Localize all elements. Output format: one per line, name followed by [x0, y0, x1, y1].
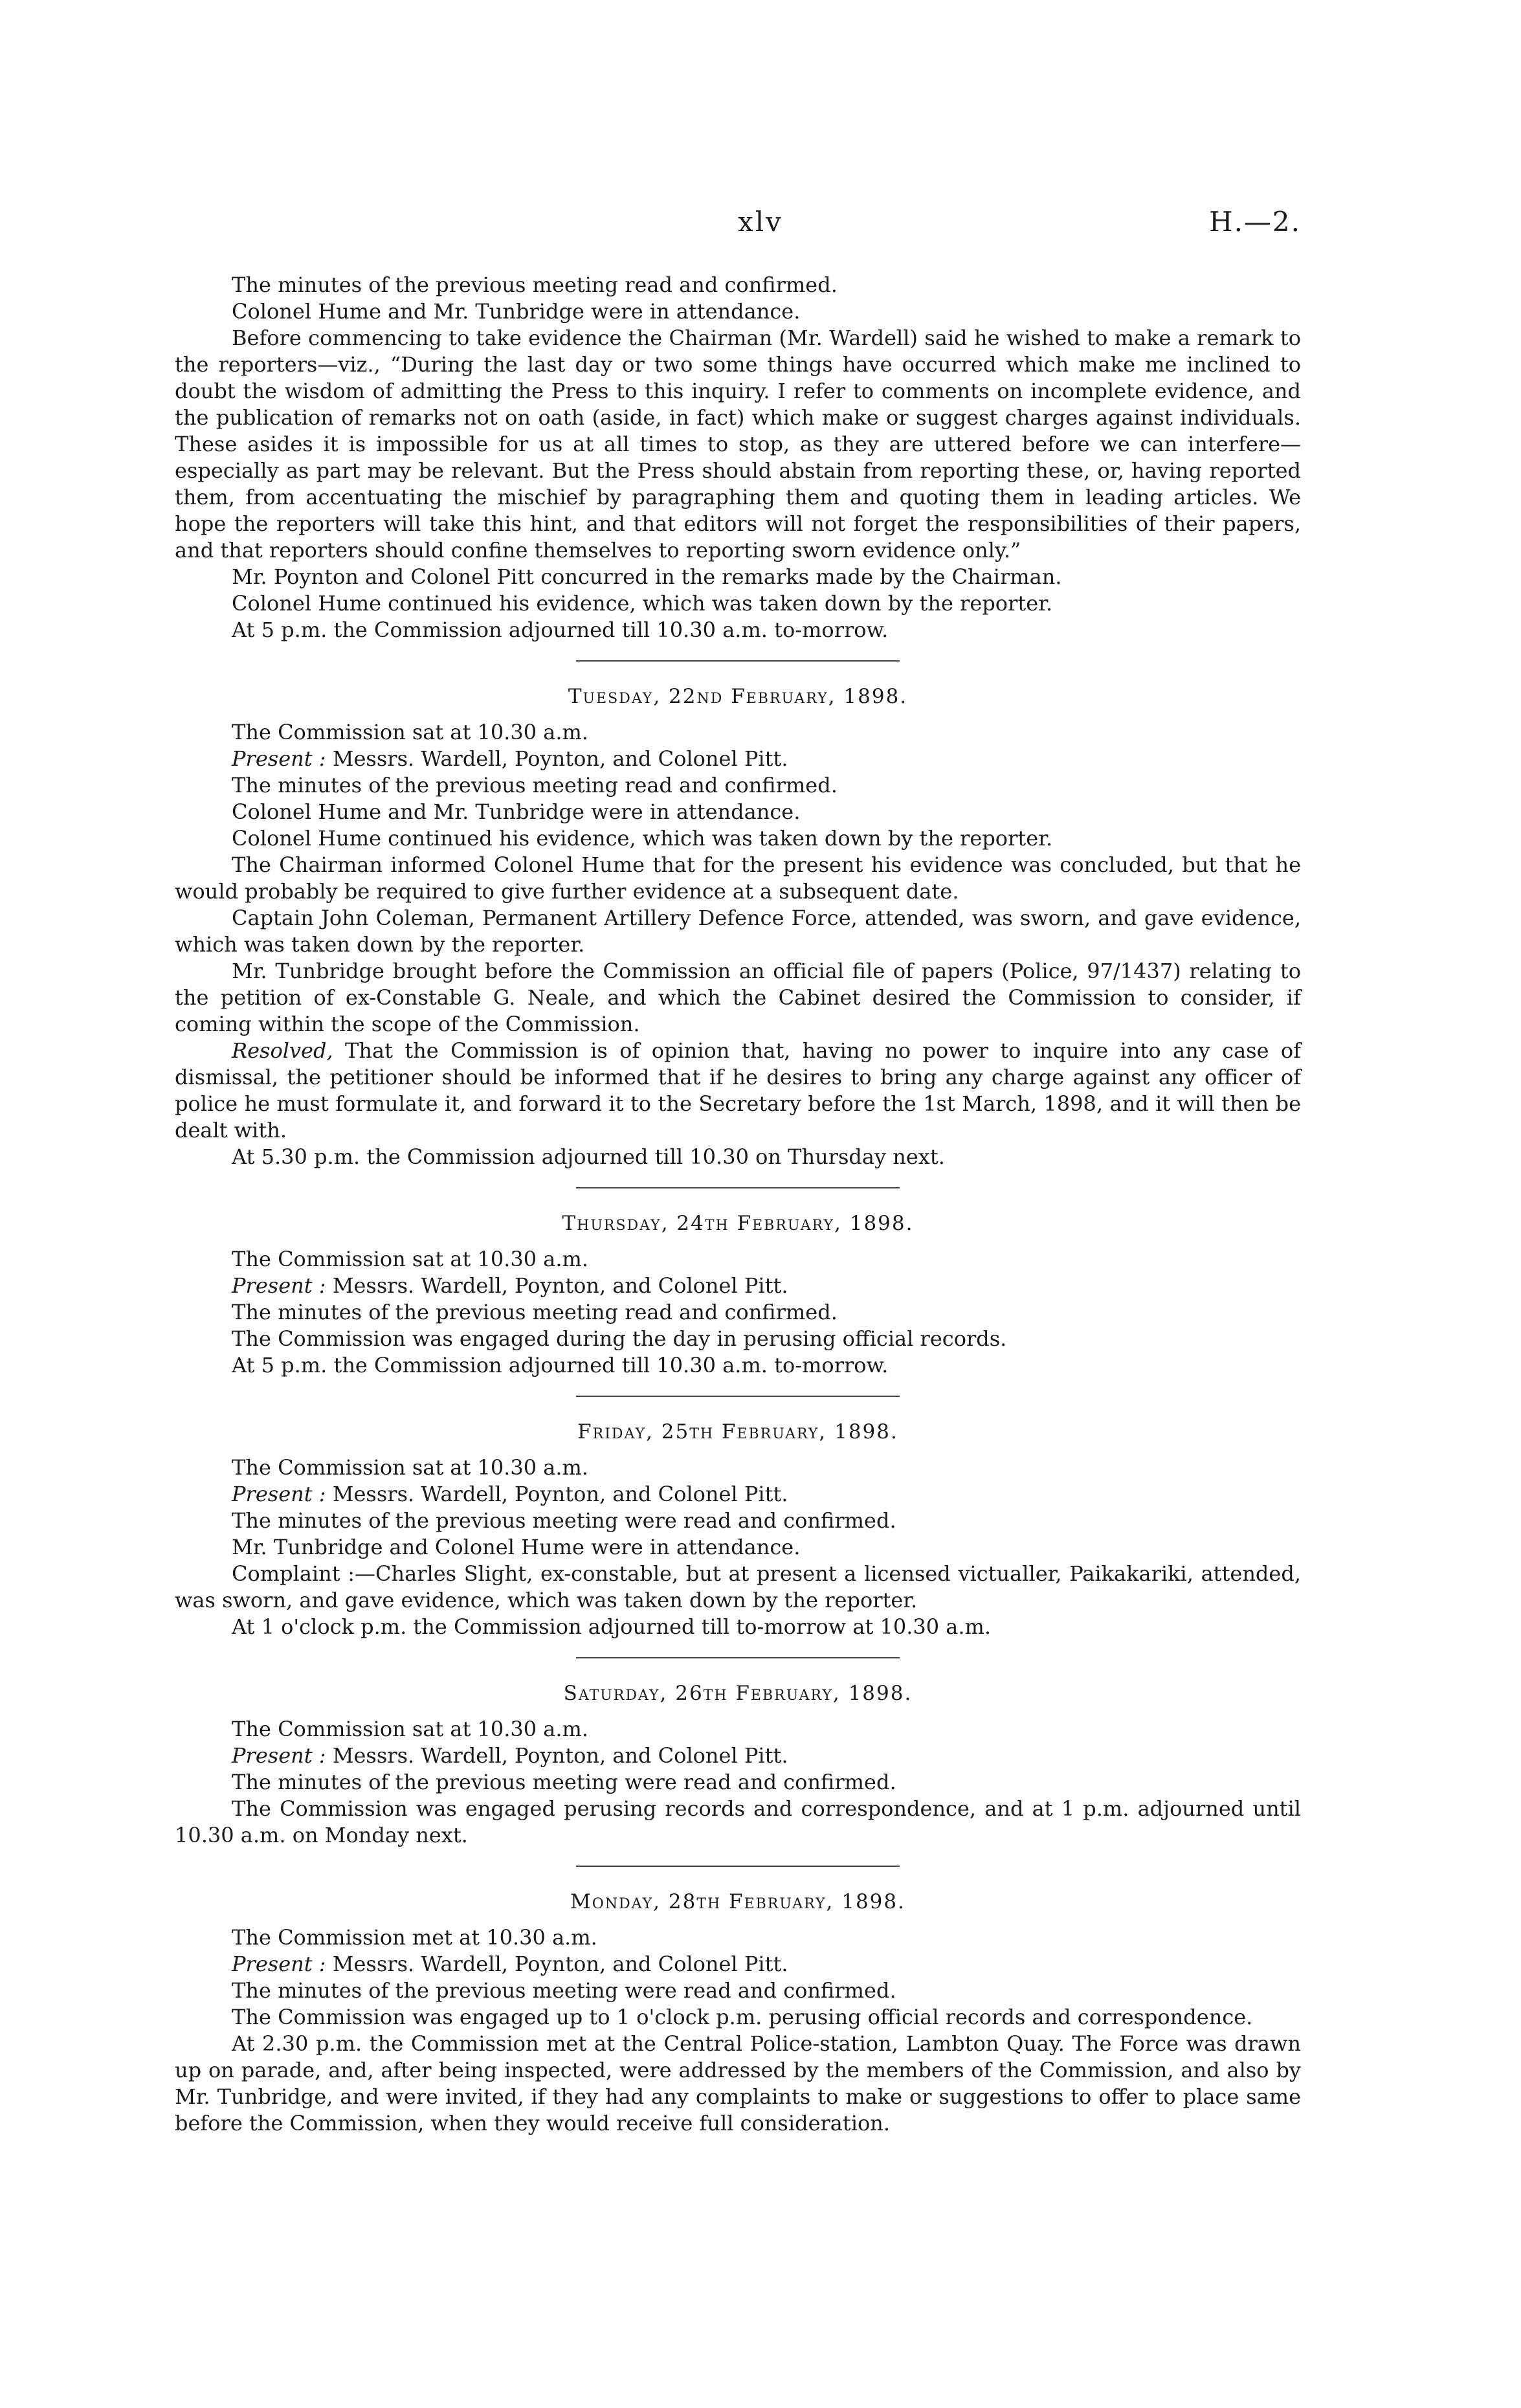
paragraph: Colonel Hume and Mr. Tunbridge were in attendance.	[232, 799, 801, 824]
minutes-body	[175, 272, 1301, 2137]
section-heading: Friday, 25th February, 1898.	[577, 1420, 898, 1444]
paragraph: The Commission sat at 10.30 a.m.	[232, 720, 589, 744]
paragraph	[175, 1951, 1301, 1978]
paragraph: The minutes of the previous meeting were read and confirmed.	[232, 1508, 896, 1533]
paragraph: The Commission was engaged during the day in perusing official records.	[232, 1326, 1007, 1351]
paragraph: The Commission was engaged perusing records and correspondence, and at 1 p.m. adjourned until 10.30 a.m. on Monday next.	[175, 1796, 1301, 1847]
paragraph: The minutes of the previous meeting read and confirmed.	[232, 273, 838, 297]
paragraph	[175, 1481, 1301, 1508]
section-divider	[576, 1657, 900, 1658]
present-label: Present :	[232, 1952, 326, 1976]
paragraph	[175, 746, 1301, 772]
present-label: Present :	[232, 746, 326, 771]
page-number: xlv	[738, 206, 783, 238]
paragraph: The Commission was engaged up to 1 o'clock p.m. perusing official records and correspondence.	[232, 2005, 1253, 2029]
paragraph: At 2.30 p.m. the Commission met at the Central Police-station, Lambton Quay. The Force was drawn up on parade, and, after being inspected, were addressed by the members of the Commission, and also by Mr. Tunbridge, and were invited, if they had any complaints to make or suggestions to offer to place same before the Commission, when they would receive full consideration.	[175, 2031, 1301, 2135]
section-heading: Thursday, 24th February, 1898.	[562, 1212, 914, 1235]
section-heading: Tuesday, 22nd February, 1898.	[568, 685, 908, 708]
paragraph: At 5.30 p.m. the Commission adjourned till 10.30 on Thursday next.	[232, 1144, 945, 1169]
paragraph: Colonel Hume continued his evidence, which was taken down by the reporter.	[232, 826, 1053, 851]
paragraph: The Commission sat at 10.30 a.m.	[232, 1717, 589, 1741]
paragraph	[175, 1743, 1301, 1769]
present-label: Present :	[232, 1482, 326, 1506]
paragraph: The Commission met at 10.30 a.m.	[232, 1925, 597, 1950]
attendees: Messrs. Wardell, Poynton, and Colonel Pitt.	[332, 1952, 788, 1976]
paragraph	[175, 1273, 1301, 1299]
paragraph	[175, 1038, 1301, 1144]
paragraph: At 5 p.m. the Commission adjourned till 10.30 a.m. to-morrow.	[232, 618, 889, 642]
section-divider	[576, 1866, 900, 1867]
document-code: H.—2.	[1208, 206, 1301, 238]
paragraph: Colonel Hume continued his evidence, which was taken down by the reporter.	[232, 591, 1053, 616]
paragraph: Mr. Poynton and Colonel Pitt concurred in the remarks made by the Chairman.	[232, 564, 1062, 589]
resolution-text: That the Commission is of opinion that, having no power to inquire into any case of dismissal, the petitioner should be informed that if he desires to bring any charge against any officer of police he must formulate it, and forward it to the Secretary before the 1st March, 1898, and it will then be dealt with.	[175, 1038, 1302, 1143]
present-label: Present :	[232, 1743, 326, 1768]
section-heading: Saturday, 26th February, 1898.	[563, 1682, 913, 1705]
resolved-label: Resolved,	[232, 1038, 333, 1063]
paragraph: The minutes of the previous meeting were read and confirmed.	[232, 1978, 896, 2003]
section-divider	[576, 660, 900, 662]
paragraph: The minutes of the previous meeting read and confirmed.	[232, 773, 838, 797]
paragraph: Complaint :—Charles Slight, ex-constable, but at present a licensed victualler, Paikakariki, attended, was sworn, and gave evidence, which was taken down by the reporter.	[175, 1561, 1301, 1612]
attendees: Messrs. Wardell, Poynton, and Colonel Pitt.	[332, 1743, 788, 1768]
paragraph: The Commission sat at 10.30 a.m.	[232, 1455, 589, 1480]
section-divider	[576, 1396, 900, 1397]
present-label: Present :	[232, 1273, 326, 1298]
paragraph: The minutes of the previous meeting read and confirmed.	[232, 1300, 838, 1324]
paragraph: At 5 p.m. the Commission adjourned till 10.30 a.m. to-morrow.	[232, 1353, 889, 1377]
paragraph: Captain John Coleman, Permanent Artillery Defence Force, attended, was sworn, and gave evidence, which was taken down by the reporter.	[175, 906, 1301, 957]
paragraph: The Commission sat at 10.30 a.m.	[232, 1247, 589, 1271]
attendees: Messrs. Wardell, Poynton, and Colonel Pitt.	[332, 1273, 788, 1298]
attendees: Messrs. Wardell, Poynton, and Colonel Pitt.	[332, 1482, 788, 1506]
paragraph: The Chairman informed Colonel Hume that for the present his evidence was concluded, but that he would probably be required to give further evidence at a subsequent date.	[175, 853, 1301, 904]
section-heading: Monday, 28th February, 1898.	[570, 1890, 905, 1913]
paragraph: Mr. Tunbridge brought before the Commission an official file of papers (Police, 97/1437) relating to the petition of ex-Constable G. Neale, and which the Cabinet desired the Commission to consider, if coming within the scope of the Commission.	[175, 959, 1301, 1036]
paragraph: Mr. Tunbridge and Colonel Hume were in attendance.	[232, 1535, 801, 1559]
paragraph: Before commencing to take evidence the Chairman (Mr. Wardell) said he wished to make a remark to the reporters—viz., “During the last day or two some things have occurred which make me inclined to doubt the wisdom of admitting the Press to this inquiry. I refer to comments on incomplete evidence, and the publication of remarks not on oath (aside, in fact) which make or suggest charges against individuals. These asides it is impossible for us at all times to stop, as they are uttered before we can interfere—especially as part may be relevant. But the Press should abstain from reporting these, or, having reported them, from accentuating the mischief by paragraphing them and quoting them in leading articles. We hope the reporters will take this hint, and that editors will not forget the responsibilities of their papers, and that reporters should confine themselves to reporting sworn evidence only.”	[175, 326, 1301, 563]
paragraph: The minutes of the previous meeting were read and confirmed.	[232, 1770, 896, 1794]
paragraph: At 1 o'clock p.m. the Commission adjourned till to-morrow at 10.30 a.m.	[232, 1614, 992, 1639]
attendees: Messrs. Wardell, Poynton, and Colonel Pitt.	[332, 746, 788, 771]
section-divider	[576, 1187, 900, 1188]
paragraph: Colonel Hume and Mr. Tunbridge were in attendance.	[232, 299, 801, 324]
